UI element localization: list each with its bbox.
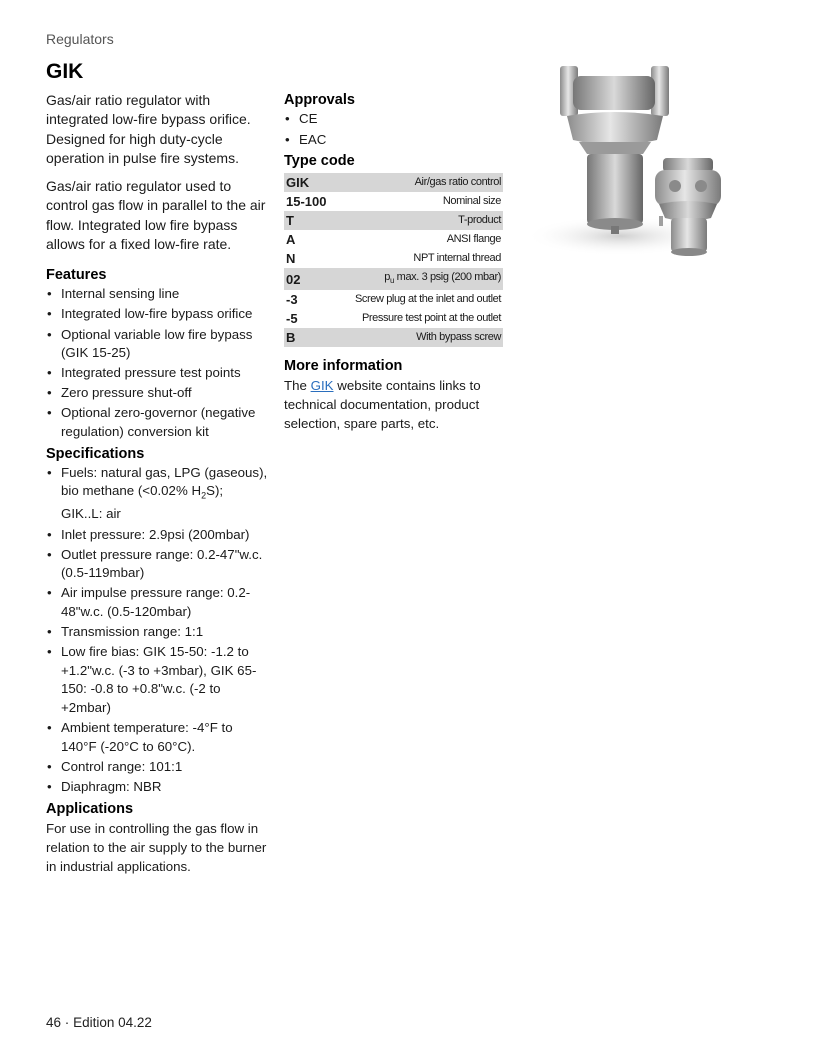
gik-website-link[interactable]: GIK <box>310 378 334 394</box>
approvals-section <box>284 91 504 149</box>
page-footer <box>46 1015 152 1030</box>
spec-item: • Outlet pressure range: 0.2-47"w.c. (0.5-119mbar) <box>46 546 268 583</box>
features-item: • Integrated pressure test points <box>46 364 268 383</box>
type-code: -3 <box>286 292 298 308</box>
features-item: • Optional variable low fire bypass (GIK 15-25) <box>46 326 268 363</box>
type-code-row <box>284 173 503 192</box>
type-code: A <box>286 232 296 248</box>
spec-item: • Low fire bias: GIK 15-50: -1.2 to +1.2"w.c. (-3 to +3mbar), GIK 65-150: -0.8 to +0.8"w.c. (-2 to +2mbar) <box>46 643 268 717</box>
section-label: Regulators <box>46 31 114 47</box>
approvals-heading: Approvals <box>284 92 355 108</box>
more-information-text <box>284 376 504 433</box>
fuels-text: Fuels: natural gas, LPG (gaseous), bio methane (<0.02% H <box>61 464 268 499</box>
intro-paragraph-2: Gas/air ratio regulator used to control gas flow in parallel to the air flow. Integrated low fire bypass allows for a fixed low-fire rate. <box>46 178 266 253</box>
more-information-heading: More information <box>284 358 403 375</box>
type-code: B <box>284 328 344 347</box>
spec-item-fuels <box>46 464 268 524</box>
type-code-description: Air/gas ratio control <box>344 173 503 192</box>
type-code-heading: Type code <box>284 153 355 170</box>
spec-item: • Diaphragm: NBR <box>46 778 268 797</box>
type-code-description <box>344 268 503 290</box>
pressure-symbol-subscript: u <box>389 276 395 286</box>
fuels-text-end: S); GIK..L: air <box>61 483 224 522</box>
type-code-table <box>284 173 503 347</box>
applications-heading: Applications <box>46 801 134 818</box>
features-list <box>46 285 268 441</box>
features-item: • Optional zero-governor (negative regulation) conversion kit <box>46 404 268 441</box>
spec-item: • Control range: 101:1 <box>46 758 268 777</box>
large-regulator-drawing <box>560 66 669 234</box>
edition-label: Edition 04.22 <box>73 1015 152 1030</box>
page-title: GIK <box>46 60 84 83</box>
pressure-symbol: p <box>384 271 390 284</box>
type-code: N <box>286 251 296 267</box>
features-item: • Internal sensing line <box>46 285 268 304</box>
type-code-description: Pressure test point at the outlet <box>361 312 501 325</box>
more-info-pre: The <box>284 378 311 394</box>
type-code-row <box>284 211 503 230</box>
type-code: GIK <box>284 173 344 192</box>
spec-item: • Inlet pressure: 2.9psi (200mbar) <box>46 526 268 545</box>
type-code-description: NPT internal thread <box>413 252 501 265</box>
type-code-row <box>284 230 503 249</box>
specifications-heading: Specifications <box>46 445 145 462</box>
spec-item: • Ambient temperature: -4°F to 140°F (-20°C to 60°C). <box>46 719 268 756</box>
middle-column <box>284 91 504 442</box>
type-code-row <box>284 290 503 309</box>
fuels-subscript: 2 <box>201 490 207 501</box>
type-code: -5 <box>286 311 298 327</box>
applications-text: For use in controlling the gas flow in relation to the air supply to the burner in industrial applications. <box>46 821 267 875</box>
footer-separator: · <box>64 1015 70 1030</box>
spec-item: • Transmission range: 1:1 <box>46 623 268 642</box>
type-code: T <box>284 211 344 230</box>
more-info-post: website contains links to technical documentation, product selection, spare parts, etc. <box>284 378 481 432</box>
left-column <box>46 91 268 885</box>
type-code-description: Nominal size <box>442 195 501 208</box>
approval-item: • CE <box>284 110 504 129</box>
features-item: • Integrated low-fire bypass orifice <box>46 305 268 324</box>
type-code: 02 <box>284 268 344 290</box>
type-code-description: With bypass screw <box>344 328 503 347</box>
approval-item: • EAC <box>284 131 504 150</box>
type-code-row <box>284 328 503 347</box>
approvals-list <box>284 110 504 149</box>
type-code-row <box>284 309 503 328</box>
features-heading: Features <box>46 267 107 284</box>
features-item: • Zero pressure shut-off <box>46 384 268 403</box>
type-code-row <box>284 249 503 268</box>
type-code-description: T-product <box>344 211 503 230</box>
spec-item: • Air impulse pressure range: 0.2-48"w.c. (0.5-120mbar) <box>46 584 268 621</box>
type-code-row <box>284 192 503 211</box>
pressure-text: max. 3 psig (200 mbar) <box>394 271 501 284</box>
type-code-description: Screw plug at the inlet and outlet <box>354 293 501 306</box>
type-code: 15-100 <box>286 194 327 210</box>
specifications-list <box>46 464 268 797</box>
type-code-row <box>284 268 503 290</box>
type-code-description: ANSI flange <box>446 233 501 246</box>
product-photo <box>525 58 725 258</box>
intro-paragraph-1: Gas/air ratio regulator with integrated low-fire bypass orifice. Designed for high duty-cycle operation in pulse fire systems. <box>46 92 251 166</box>
page-number: 46 <box>46 1015 62 1030</box>
